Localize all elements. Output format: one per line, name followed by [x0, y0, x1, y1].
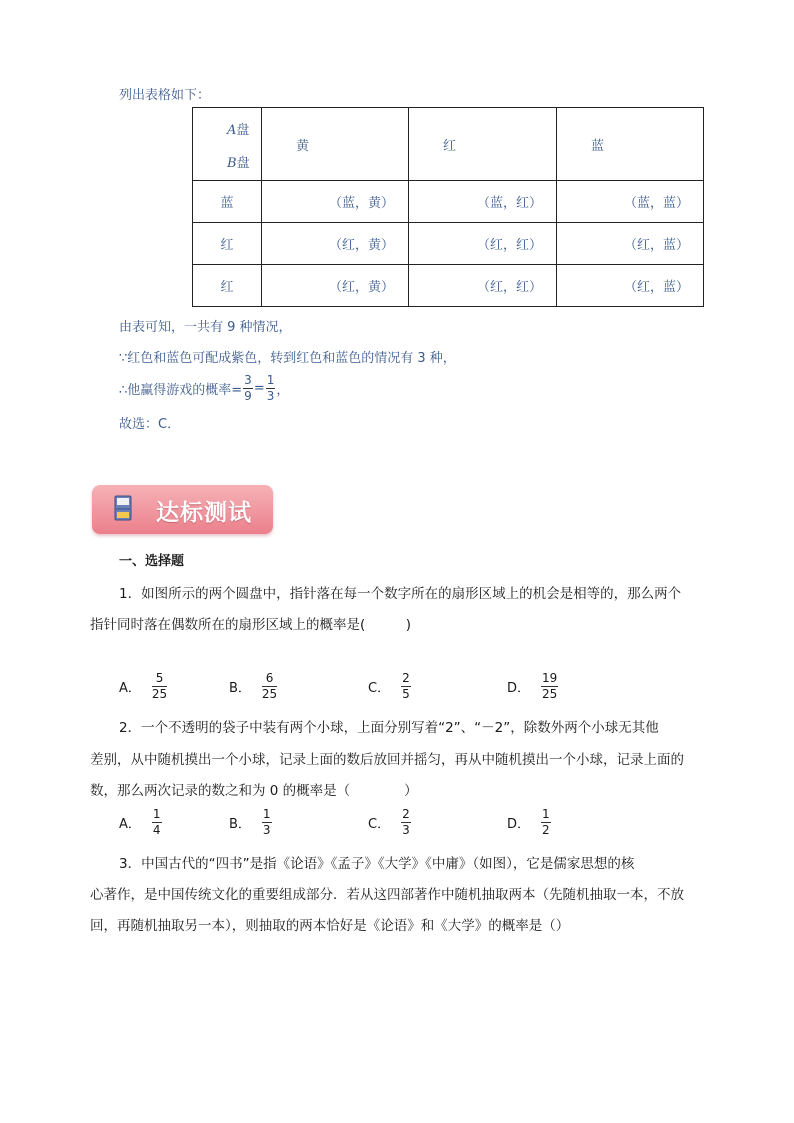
solution-line-2: ∵红色和蓝色可配成紫色，转到红色和蓝色的情况有 3 种，	[119, 351, 456, 366]
table-cell: （蓝，红）	[409, 181, 557, 223]
solution-line-4: 故选：C．	[119, 417, 181, 432]
q1-line-2: 指针同时落在偶数所在的扇形区域上的概率是( )	[90, 617, 412, 633]
banner-title: 达标测试	[156, 500, 252, 526]
table-row	[193, 181, 704, 223]
col-header: 蓝	[557, 108, 704, 181]
q1-option-a[interactable]: A． $\frac{5}{25}$	[119, 671, 168, 701]
corner-b-label: B盘	[227, 156, 250, 171]
outcome-table	[192, 107, 704, 307]
fraction-3-9: $\frac{3}{9}$	[244, 373, 252, 403]
section-heading: 一、选择题	[119, 554, 185, 569]
q2-option-c[interactable]: C． $\frac{2}{3}$	[368, 807, 410, 837]
col-header: 红	[409, 108, 557, 181]
q3-line-2: 心著作，是中国传统文化的重要组成部分．若从这四部著作中随机抽取两本（先随机抽取一本，不放	[90, 887, 684, 903]
table-cell: （红，红）	[409, 223, 557, 265]
q2-line-2: 差别，从中随机摸出一个小球，记录上面的数后放回并摇匀，再从中随机摸出一个小球，记录上面的	[90, 752, 684, 768]
q3-line-3: 回，再随机抽取另一本），则抽取的两本恰好是《论语》和《大学》的概率是（）	[90, 918, 570, 934]
solution-line-1: 由表可知，一共有 9 种情况，	[119, 320, 292, 335]
table-cell: （红，黄）	[262, 223, 409, 265]
table-row	[193, 265, 704, 307]
section-banner	[92, 485, 273, 534]
q1-option-c[interactable]: C． $\frac{2}{5}$	[368, 671, 410, 701]
q1-option-b[interactable]: B． $\frac{6}{25}$	[229, 671, 278, 701]
row-label: 红	[193, 223, 262, 265]
row-label: 蓝	[193, 181, 262, 223]
corner-a-label: A盘	[227, 123, 250, 138]
table-cell: （蓝，蓝）	[557, 181, 704, 223]
q2-line-1: 2．一个不透明的袋子中装有两个小球，上面分别写着“2”、“－2”，除数外两个小球无其他	[119, 720, 659, 736]
fraction-1-3: $\frac{1}{3}$	[266, 373, 275, 403]
solution-intro: 列出表格如下：	[119, 88, 211, 103]
table-cell: （红，蓝）	[557, 223, 704, 265]
book-icon	[114, 495, 132, 521]
q1-option-d[interactable]: D． $\frac{19}{25}$	[507, 671, 558, 701]
table-row	[193, 223, 704, 265]
q2-line-3: 数，那么两次记录的数之和为 0 的概率是（ ）	[90, 783, 418, 799]
q3-line-1: 3．中国古代的“四书”是指《论语》《孟子》《大学》《中庸》（如图），它是儒家思想的核	[119, 856, 635, 872]
row-label: 红	[193, 265, 262, 307]
table-cell: （红，红）	[409, 265, 557, 307]
solution-line-3: ∴他赢得游戏的概率= $\frac{3}{9}$ = $\frac{1}{3}$ ，	[119, 373, 290, 403]
q2-option-a[interactable]: A． $\frac{1}{4}$	[119, 807, 161, 837]
table-cell: （蓝，黄）	[262, 181, 409, 223]
table-cell: （红，黄）	[262, 265, 409, 307]
q1-line-1: 1．如图所示的两个圆盘中，指针落在每一个数字所在的扇形区域上的机会是相等的，那么两个	[119, 586, 682, 602]
col-header: 黄	[262, 108, 409, 181]
q2-option-d[interactable]: D． $\frac{1}{2}$	[507, 807, 550, 837]
table-cell: （红，蓝）	[557, 265, 704, 307]
table-corner-cell	[193, 108, 262, 181]
q2-option-b[interactable]: B． $\frac{1}{3}$	[229, 807, 271, 837]
